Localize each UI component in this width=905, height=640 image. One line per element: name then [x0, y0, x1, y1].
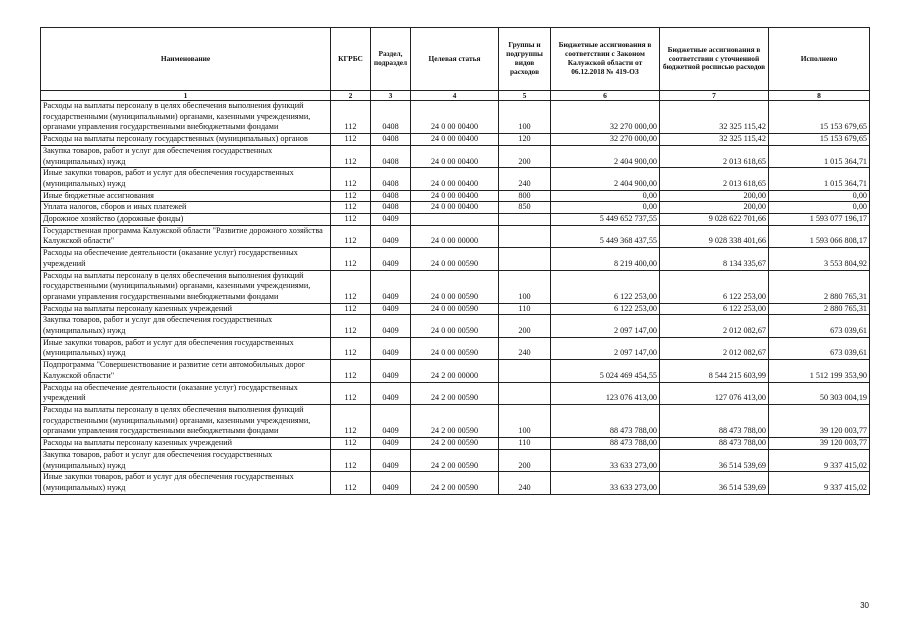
- cell-law-amount: 2 404 900,00: [551, 168, 660, 190]
- cell-group: 240: [499, 168, 551, 190]
- cell-executed-amount: 3 553 804,92: [769, 248, 870, 270]
- cell-law-amount: 5 449 368 437,55: [551, 225, 660, 247]
- col-header-revised: Бюджетные ассигнования в соответствии с уточненной бюджетной росписью расходов: [660, 28, 769, 91]
- col-number: 2: [331, 91, 371, 101]
- cell-group: 100: [499, 101, 551, 134]
- cell-revised-amount: 2 012 082,67: [660, 315, 769, 337]
- cell-group: 200: [499, 145, 551, 167]
- cell-target: 24 0 00 00400: [411, 145, 499, 167]
- cell-kgrbs: 112: [331, 225, 371, 247]
- cell-name: Подпрограмма "Совершенствование и развитие сети автомобильных дорог Калужской области": [41, 360, 331, 382]
- table-row: [41, 449, 870, 471]
- cell-revised-amount: 200,00: [660, 202, 769, 214]
- cell-executed-amount: 1 593 077 196,17: [769, 214, 870, 226]
- cell-name: Иные бюджетные ассигнования: [41, 190, 331, 202]
- cell-executed-amount: 50 303 004,19: [769, 382, 870, 404]
- cell-name: Иные закупки товаров, работ и услуг для обеспечения государственных (муниципальных) нужд: [41, 337, 331, 359]
- cell-kgrbs: 112: [331, 168, 371, 190]
- cell-section: 0408: [371, 134, 411, 146]
- cell-executed-amount: 2 880 765,31: [769, 303, 870, 315]
- cell-group: [499, 360, 551, 382]
- cell-name: Закупка товаров, работ и услуг для обеспечения государственных (муниципальных) нужд: [41, 145, 331, 167]
- cell-kgrbs: 112: [331, 101, 371, 134]
- cell-section: 0409: [371, 270, 411, 303]
- cell-name: Иные закупки товаров, работ и услуг для обеспечения государственных (муниципальных) нужд: [41, 472, 331, 494]
- cell-executed-amount: 0,00: [769, 202, 870, 214]
- cell-group: 240: [499, 337, 551, 359]
- cell-law-amount: 0,00: [551, 202, 660, 214]
- cell-group: 100: [499, 404, 551, 437]
- cell-law-amount: 33 633 273,00: [551, 472, 660, 494]
- page-number: 30: [860, 601, 869, 610]
- col-number: 4: [411, 91, 499, 101]
- cell-law-amount: 6 122 253,00: [551, 303, 660, 315]
- cell-revised-amount: 9 028 622 701,66: [660, 214, 769, 226]
- cell-kgrbs: 112: [331, 270, 371, 303]
- cell-law-amount: 0,00: [551, 190, 660, 202]
- table-row: [41, 225, 870, 247]
- cell-group: 110: [499, 303, 551, 315]
- cell-group: 110: [499, 438, 551, 450]
- cell-executed-amount: 9 337 415,02: [769, 472, 870, 494]
- cell-kgrbs: 112: [331, 190, 371, 202]
- cell-section: 0409: [371, 438, 411, 450]
- cell-executed-amount: 1 512 199 353,90: [769, 360, 870, 382]
- cell-target: 24 2 00 00590: [411, 472, 499, 494]
- cell-section: 0409: [371, 472, 411, 494]
- cell-target: 24 0 00 00590: [411, 315, 499, 337]
- cell-revised-amount: 9 028 338 401,66: [660, 225, 769, 247]
- cell-group: 200: [499, 449, 551, 471]
- cell-executed-amount: 2 880 765,31: [769, 270, 870, 303]
- col-header-executed: Исполнено: [769, 28, 870, 91]
- cell-section: 0409: [371, 303, 411, 315]
- cell-law-amount: 32 270 000,00: [551, 134, 660, 146]
- cell-revised-amount: 36 514 539,69: [660, 472, 769, 494]
- cell-group: 800: [499, 190, 551, 202]
- cell-executed-amount: 1 015 364,71: [769, 168, 870, 190]
- cell-section: 0409: [371, 315, 411, 337]
- cell-section: 0409: [371, 449, 411, 471]
- col-number: 8: [769, 91, 870, 101]
- cell-law-amount: 8 219 400,00: [551, 248, 660, 270]
- col-number: 1: [41, 91, 331, 101]
- cell-law-amount: 2 097 147,00: [551, 315, 660, 337]
- cell-name: Закупка товаров, работ и услуг для обеспечения государственных (муниципальных) нужд: [41, 315, 331, 337]
- cell-revised-amount: 32 325 115,42: [660, 101, 769, 134]
- cell-revised-amount: 88 473 788,00: [660, 438, 769, 450]
- cell-revised-amount: 200,00: [660, 190, 769, 202]
- cell-target: 24 0 00 00400: [411, 101, 499, 134]
- cell-name: Расходы на выплаты персоналу в целях обеспечения выполнения функций государственными (муниципальными) органами, казенными учреждениями, органами управления государственными внебюджетными фондами: [41, 270, 331, 303]
- cell-target: 24 2 00 00000: [411, 360, 499, 382]
- cell-target: 24 0 00 00590: [411, 303, 499, 315]
- cell-kgrbs: 112: [331, 248, 371, 270]
- cell-revised-amount: 2 012 082,67: [660, 337, 769, 359]
- table-row: [41, 134, 870, 146]
- table-row: [41, 190, 870, 202]
- cell-section: 0408: [371, 145, 411, 167]
- cell-law-amount: 5 024 469 454,55: [551, 360, 660, 382]
- cell-target: 24 0 00 00590: [411, 270, 499, 303]
- cell-kgrbs: 112: [331, 145, 371, 167]
- cell-revised-amount: 6 122 253,00: [660, 270, 769, 303]
- cell-law-amount: 6 122 253,00: [551, 270, 660, 303]
- table-row: [41, 404, 870, 437]
- cell-section: 0408: [371, 190, 411, 202]
- cell-kgrbs: 112: [331, 134, 371, 146]
- cell-revised-amount: 88 473 788,00: [660, 404, 769, 437]
- cell-law-amount: 2 097 147,00: [551, 337, 660, 359]
- table-row: [41, 248, 870, 270]
- cell-section: 0409: [371, 248, 411, 270]
- cell-group: [499, 225, 551, 247]
- col-header-target: Целевая статья: [411, 28, 499, 91]
- header-row: [41, 28, 870, 91]
- col-number: 7: [660, 91, 769, 101]
- cell-target: 24 2 00 00590: [411, 404, 499, 437]
- cell-executed-amount: 9 337 415,02: [769, 449, 870, 471]
- cell-executed-amount: 1 015 364,71: [769, 145, 870, 167]
- cell-executed-amount: 39 120 003,77: [769, 438, 870, 450]
- cell-section: 0408: [371, 202, 411, 214]
- cell-kgrbs: 112: [331, 360, 371, 382]
- table-body: [41, 101, 870, 495]
- cell-law-amount: 5 449 652 737,55: [551, 214, 660, 226]
- cell-name: Расходы на выплаты персоналу в целях обеспечения выполнения функций государственными (муниципальными) органами, казенными учреждениями, органами управления государственными внебюджетными фондами: [41, 101, 331, 134]
- cell-name: Расходы на выплаты персоналу в целях обеспечения выполнения функций государственными (муниципальными) органами, казенными учреждениями, органами управления государственными внебюджетными фондами: [41, 404, 331, 437]
- cell-kgrbs: 112: [331, 449, 371, 471]
- table-row: [41, 270, 870, 303]
- cell-kgrbs: 112: [331, 214, 371, 226]
- cell-group: 240: [499, 472, 551, 494]
- cell-revised-amount: 32 325 115,42: [660, 134, 769, 146]
- table-row: [41, 315, 870, 337]
- cell-section: 0409: [371, 404, 411, 437]
- col-header-kgrbs: КГРБС: [331, 28, 371, 91]
- cell-executed-amount: 0,00: [769, 190, 870, 202]
- table-row: [41, 382, 870, 404]
- cell-revised-amount: 6 122 253,00: [660, 303, 769, 315]
- cell-name: Расходы на выплаты персоналу казенных учреждений: [41, 438, 331, 450]
- cell-target: 24 0 00 00590: [411, 337, 499, 359]
- cell-kgrbs: 112: [331, 472, 371, 494]
- cell-target: 24 2 00 00590: [411, 438, 499, 450]
- table-row: [41, 168, 870, 190]
- cell-name: Государственная программа Калужской области "Развитие дорожного хозяйства Калужской области": [41, 225, 331, 247]
- col-number: 6: [551, 91, 660, 101]
- cell-section: 0408: [371, 101, 411, 134]
- cell-target: 24 0 00 00590: [411, 248, 499, 270]
- cell-revised-amount: 8 134 335,67: [660, 248, 769, 270]
- col-number: 5: [499, 91, 551, 101]
- cell-group: [499, 248, 551, 270]
- cell-kgrbs: 112: [331, 315, 371, 337]
- column-number-row: [41, 91, 870, 101]
- cell-revised-amount: 36 514 539,69: [660, 449, 769, 471]
- cell-group: 120: [499, 134, 551, 146]
- cell-name: Расходы на обеспечение деятельности (оказание услуг) государственных учреждений: [41, 248, 331, 270]
- cell-name: Расходы на выплаты персоналу казенных учреждений: [41, 303, 331, 315]
- cell-section: 0409: [371, 382, 411, 404]
- cell-name: Уплата налогов, сборов и иных платежей: [41, 202, 331, 214]
- cell-name: Закупка товаров, работ и услуг для обеспечения государственных (муниципальных) нужд: [41, 449, 331, 471]
- cell-section: 0409: [371, 214, 411, 226]
- cell-target: 24 0 00 00000: [411, 225, 499, 247]
- cell-group: 100: [499, 270, 551, 303]
- cell-name: Иные закупки товаров, работ и услуг для обеспечения государственных (муниципальных) нужд: [41, 168, 331, 190]
- cell-section: 0409: [371, 360, 411, 382]
- table-row: [41, 101, 870, 134]
- cell-group: [499, 214, 551, 226]
- cell-law-amount: 88 473 788,00: [551, 404, 660, 437]
- cell-revised-amount: 127 076 413,00: [660, 382, 769, 404]
- cell-name: Расходы на обеспечение деятельности (оказание услуг) государственных учреждений: [41, 382, 331, 404]
- table-row: [41, 438, 870, 450]
- cell-name: Расходы на выплаты персоналу государственных (муниципальных) органов: [41, 134, 331, 146]
- cell-law-amount: 123 076 413,00: [551, 382, 660, 404]
- cell-law-amount: 33 633 273,00: [551, 449, 660, 471]
- cell-revised-amount: 8 544 215 603,99: [660, 360, 769, 382]
- cell-group: 850: [499, 202, 551, 214]
- cell-kgrbs: 112: [331, 337, 371, 359]
- table-row: [41, 337, 870, 359]
- cell-target: 24 2 00 00590: [411, 382, 499, 404]
- cell-executed-amount: 673 039,61: [769, 315, 870, 337]
- cell-target: 24 0 00 00400: [411, 134, 499, 146]
- cell-law-amount: 2 404 900,00: [551, 145, 660, 167]
- cell-executed-amount: 39 120 003,77: [769, 404, 870, 437]
- cell-kgrbs: 112: [331, 202, 371, 214]
- cell-kgrbs: 112: [331, 404, 371, 437]
- cell-group: [499, 382, 551, 404]
- cell-law-amount: 32 270 000,00: [551, 101, 660, 134]
- cell-section: 0409: [371, 225, 411, 247]
- table-row: [41, 202, 870, 214]
- cell-revised-amount: 2 013 618,65: [660, 145, 769, 167]
- cell-kgrbs: 112: [331, 438, 371, 450]
- table-row: [41, 360, 870, 382]
- cell-target: 24 0 00 00400: [411, 202, 499, 214]
- cell-group: 200: [499, 315, 551, 337]
- cell-target: [411, 214, 499, 226]
- cell-target: 24 0 00 00400: [411, 168, 499, 190]
- cell-law-amount: 88 473 788,00: [551, 438, 660, 450]
- cell-kgrbs: 112: [331, 382, 371, 404]
- cell-executed-amount: 1 593 066 808,17: [769, 225, 870, 247]
- cell-kgrbs: 112: [331, 303, 371, 315]
- col-header-law: Бюджетные ассигнования в соответствии с Законом Калужской области от 06.12.2018 № 419-ОЗ: [551, 28, 660, 91]
- table-row: [41, 145, 870, 167]
- cell-target: 24 2 00 00590: [411, 449, 499, 471]
- cell-target: 24 0 00 00400: [411, 190, 499, 202]
- col-header-section: Раздел, подраздел: [371, 28, 411, 91]
- cell-executed-amount: 673 039,61: [769, 337, 870, 359]
- table-row: [41, 303, 870, 315]
- cell-executed-amount: 15 153 679,65: [769, 101, 870, 134]
- budget-table: [40, 27, 870, 495]
- cell-section: 0409: [371, 337, 411, 359]
- table-row: [41, 214, 870, 226]
- col-header-name: Наименование: [41, 28, 331, 91]
- table-row: [41, 472, 870, 494]
- cell-name: Дорожное хозяйство (дорожные фонды): [41, 214, 331, 226]
- cell-section: 0408: [371, 168, 411, 190]
- col-number: 3: [371, 91, 411, 101]
- cell-revised-amount: 2 013 618,65: [660, 168, 769, 190]
- cell-executed-amount: 15 153 679,65: [769, 134, 870, 146]
- col-header-group: Группы и подгруппы видов расходов: [499, 28, 551, 91]
